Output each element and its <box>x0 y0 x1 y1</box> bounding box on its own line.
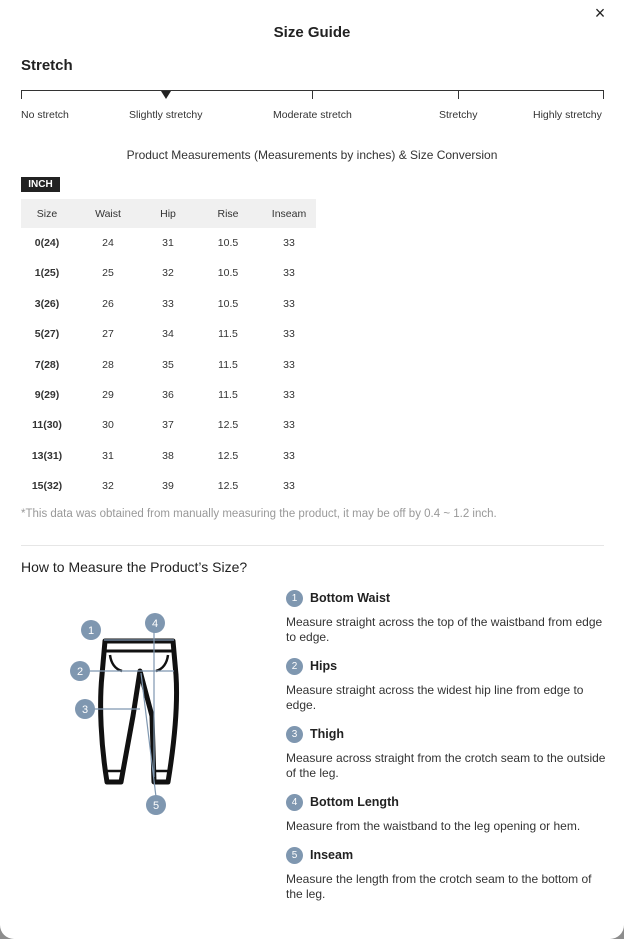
pants-outline-icon <box>101 641 177 782</box>
step-description: Measure straight across the widest hip line from edge to edge. <box>286 683 584 712</box>
diagram-marker-4 <box>145 613 165 633</box>
column-header-hip: Hip <box>160 208 176 220</box>
step-number-badge: 5 <box>286 847 303 864</box>
pants-diagram <box>66 605 186 820</box>
column-header-rise: Rise <box>217 208 239 220</box>
size-cell: 13(31) <box>31 449 63 462</box>
step-title: Bottom Waist <box>310 591 391 605</box>
step-number-badge: 2 <box>286 658 303 675</box>
table-cell: 35 <box>162 358 174 371</box>
table-cell: 33 <box>283 480 295 493</box>
how-to-title: How to Measure the Product’s Size? <box>21 559 248 575</box>
diagram-marker-label: 3 <box>81 704 89 716</box>
diagram-marker-label: 1 <box>87 625 95 637</box>
close-icon[interactable]: × <box>594 3 606 23</box>
table-cell: 34 <box>162 328 174 341</box>
table-cell: 10.5 <box>217 297 239 310</box>
table-cell: 39 <box>162 480 174 493</box>
stretch-label-highly-stretchy: Highly stretchy <box>533 109 602 121</box>
table-cell: 11.5 <box>218 389 238 401</box>
size-cell: 15(32) <box>31 480 63 493</box>
table-cell: 32 <box>162 267 174 280</box>
modal-title: Size Guide <box>273 24 351 41</box>
size-cell: 7(28) <box>34 358 60 371</box>
table-cell: 33 <box>283 449 295 462</box>
stretch-tick <box>458 90 459 99</box>
table-cell: 10.5 <box>217 237 239 249</box>
step-description: Measure from the waistband to the leg opening or hem. <box>286 819 581 833</box>
stretch-tick <box>312 90 313 99</box>
divider <box>21 545 604 546</box>
stretch-title: Stretch <box>21 57 73 74</box>
diagram-marker-1 <box>81 620 101 640</box>
table-cell: 11.5 <box>218 328 238 341</box>
diagram-marker-3 <box>75 699 95 719</box>
step-description: Measure straight across the top of the waistband from edge to edge. <box>286 615 603 644</box>
table-cell: 36 <box>162 389 174 401</box>
diagram-marker-label: 2 <box>76 666 84 678</box>
table-cell: 26 <box>102 297 114 310</box>
table-cell: 24 <box>102 237 114 249</box>
table-cell: 30 <box>102 419 114 432</box>
table-cell: 10.5 <box>217 267 239 280</box>
diagram-marker-label: 4 <box>151 618 159 630</box>
size-cell: 1(25) <box>34 267 60 280</box>
table-cell: 27 <box>102 328 114 341</box>
stretch-tick <box>603 90 604 99</box>
table-cell: 11.5 <box>218 358 238 371</box>
table-cell: 33 <box>283 328 295 341</box>
step-description: Measure the length from the crotch seam to the bottom of the leg. <box>286 872 592 901</box>
stretch-label-slightly-stretchy: Slightly stretchy <box>129 109 203 121</box>
table-cell: 33 <box>283 267 295 280</box>
diagram-marker-2 <box>70 661 90 681</box>
stretch-tick <box>21 90 22 99</box>
table-cell: 31 <box>162 237 174 249</box>
table-cell: 12.5 <box>217 419 239 432</box>
measurement-note: *This data was obtained from manually measuring the product, it may be off by 0.4 ~ 1.2 inch. <box>21 508 497 520</box>
table-cell: 37 <box>162 419 174 432</box>
stretch-marker-icon <box>161 91 171 99</box>
size-cell: 3(26) <box>34 297 60 310</box>
table-cell: 33 <box>283 389 295 401</box>
step-description: Measure across straight from the crotch seam to the outside of the leg. <box>286 751 606 780</box>
size-cell: 9(29) <box>34 389 60 401</box>
stretch-label-stretchy: Stretchy <box>439 109 478 121</box>
diagram-marker-5 <box>146 795 166 815</box>
size-cell: 11(30) <box>32 419 62 432</box>
stretch-label-no-stretch: No stretch <box>21 109 69 121</box>
table-cell: 33 <box>283 237 295 249</box>
unit-badge[interactable]: INCH <box>21 177 60 192</box>
step-number-badge: 3 <box>286 726 303 743</box>
size-cell: 0(24) <box>34 237 60 249</box>
step-number-badge: 1 <box>286 590 303 607</box>
table-cell: 12.5 <box>217 480 239 493</box>
table-cell: 31 <box>102 449 114 462</box>
table-cell: 33 <box>283 297 295 310</box>
table-cell: 38 <box>162 449 174 462</box>
table-cell: 33 <box>283 358 295 371</box>
step-title: Bottom Length <box>310 795 399 809</box>
column-header-size: Size <box>36 208 58 220</box>
table-cell: 29 <box>102 389 114 401</box>
table-cell: 25 <box>102 267 114 280</box>
measurements-subtitle: Product Measurements (Measurements by inches) & Size Conversion <box>126 148 498 162</box>
stretch-label-moderate-stretch: Moderate stretch <box>273 109 352 121</box>
step-title: Inseam <box>310 848 354 862</box>
table-cell: 33 <box>283 419 295 432</box>
step-title: Hips <box>310 659 338 673</box>
table-cell: 12.5 <box>217 449 239 462</box>
size-cell: 5(27) <box>34 328 60 341</box>
column-header-waist: Waist <box>95 208 121 220</box>
diagram-marker-label: 5 <box>152 800 160 812</box>
table-cell: 33 <box>162 297 174 310</box>
table-cell: 28 <box>102 358 114 371</box>
step-title: Thigh <box>310 727 345 741</box>
column-header-inseam: Inseam <box>271 208 307 220</box>
step-number-badge: 4 <box>286 794 303 811</box>
table-cell: 32 <box>102 480 114 493</box>
